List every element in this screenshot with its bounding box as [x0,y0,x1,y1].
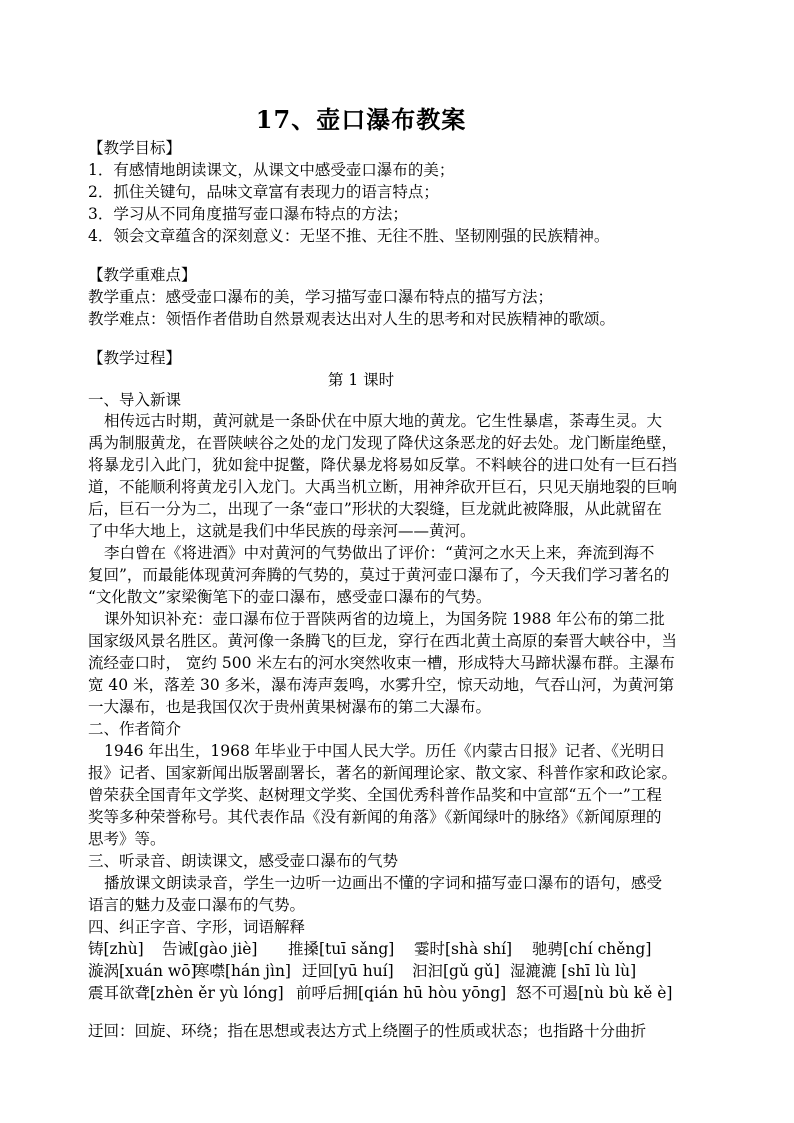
paragraph-line: 语言的魅力及壶口瀑布的气势。 [88,896,306,914]
paragraph-line: 1946 年出生，1968 年毕业于中国人民大学。历任《内蒙古日报》记者、《光明日 [104,742,666,760]
paragraph-line: 课外知识补充：壶口瀑布位于晋陕两省的边境上，为国务院 1988 年公布的第二批 [104,610,665,628]
objective-item: 2．抓住关键句，品味文章富有表现力的语言特点； [88,183,439,201]
paragraph-line: 复回”，而最能体现黄河奔腾的气势的，莫过于黄河壶口瀑布了，今天我们学习著名的 [88,566,670,584]
vocab-item: 寒噤[hán jìn] [194,962,291,980]
definition-line: 迂回：回旋、环绕；指在思想或表达方式上绕圈子的性质或状态；也指路十分曲折 [88,1022,647,1040]
vocab-item: 怒不可遏[nù bù kě è] [516,984,673,1002]
vocab-item: 前呼后拥[qián hū hòu yōng] [296,984,507,1002]
objectives-heading: 【教学目标】 [88,139,182,157]
section-title: 四、纠正字音、字形，词语解释 [88,918,306,936]
page-title: 17、壶口瀑布教案 [255,105,467,134]
section-title: 三、听录音、朗读课文，感受壶口瀑布的气势 [88,852,399,870]
paragraph-line: 禹为制服黄龙，在晋陕峡谷之处的龙门发现了降伏这条恶龙的好去处。龙门断崖绝壁， [88,434,678,452]
vocab-item: 推搡[tuī sǎng] [288,940,395,958]
objective-item: 4．领会文章蕴含的深刻意义：无坚不推、无往不胜、坚韧刚强的民族精神。 [88,227,610,245]
paragraph-line: 一大瀑布，也是我国仅次于贵州黄果树瀑布的第二大瀑布。 [88,698,492,716]
paragraph-line: 宽 40 米，落差 30 多米，瀑布涛声轰鸣，水雾升空，惊天动地，气吞山河，为黄河第 [88,676,675,694]
vocab-item: 汩汩[gǔ gǔ] [412,962,500,980]
paragraph-line: 曾荣获全国青年文学奖、赵树理文学奖、全国优秀科普作品奖和中宣部“五个一”工程 [88,786,662,804]
paragraph-line: 报》记者、国家新闻出版署副署长，著名的新闻理论家、散文家、科普作家和政论家。 [88,764,678,782]
key-point-difficulty: 教学难点：领悟作者借助自然景观表达出对人生的思考和对民族精神的歌颂。 [88,310,616,328]
process-heading: 【教学过程】 [88,349,182,367]
vocab-item: 告诫[gào jiè] [162,940,258,958]
session-label: 第 1 课时 [327,371,395,389]
paragraph-line: 后，巨石一分为二，出现了一条“壶口”形状的大裂缝，巨龙就此被降服，从此就留在 [88,500,662,518]
paragraph-line: “文化散文”家梁衡笔下的壶口瀑布，感受壶口瀑布的气势。 [88,588,492,606]
paragraph-line: 思考》等。 [88,830,166,848]
paragraph-line: 流经壶口时， 宽约 500 米左右的河水突然收束一槽，形成特大马蹄状瀑布群。主瀑布 [88,654,675,672]
vocab-item: 震耳欲聋[zhèn ěr yù lóng] [88,984,284,1002]
paragraph-line: 播放课文朗读录音，学生一边听一边画出不懂的字词和描写壶口瀑布的语句，感受 [104,874,663,892]
paragraph-line: 国家级风景名胜区。黄河像一条腾飞的巨龙，穿行在西北黄土高原的秦晋大峡谷中，当 [88,632,678,650]
vocab-item: 驰骋[chí chěng] [532,940,652,958]
paragraph-line: 李白曾在《将进酒》中对黄河的气势做出了评价：“黄河之水天上来，奔流到海不 [104,544,655,562]
vocab-item: 迂回[yū huí] [302,962,394,980]
paragraph-line: 道，不能顺利将黄龙引入龙门。大禹当机立断，用神斧砍开巨石，只见天崩地裂的巨响 [88,478,678,496]
paragraph-line: 相传远古时期，黄河就是一条卧伏在中原大地的黄龙。它生性暴虐，荼毒生灵。大 [104,412,663,430]
section-title: 一、导入新课 [88,391,182,409]
section-title: 二、作者简介 [88,720,182,738]
paragraph-line: 了中华大地上，这就是我们中华民族的母亲河——黄河。 [88,522,476,540]
vocab-item: 霎时[shà shí] [414,940,513,958]
key-points-heading: 【教学重难点】 [88,266,197,284]
objective-item: 1．有感情地朗读课文，从课文中感受壶口瀑布的美； [88,161,455,179]
key-point-focus: 教学重点：感受壶口瀑布的美，学习描写壶口瀑布特点的描写方法； [88,288,554,306]
vocab-item: 漩涡[xuán wō] [88,962,197,980]
objective-item: 3．学习从不同角度描写壶口瀑布特点的方法； [88,205,408,223]
paragraph-line: 将暴龙引入此门，犹如瓮中捉鳖，降伏暴龙将易如反掌。不料峡谷的进口处有一巨石挡 [88,456,678,474]
vocab-item: 铸[zhù] [88,940,144,958]
paragraph-line: 奖等多种荣誉称号。其代表作品《没有新闻的角落》《新闻绿叶的脉络》《新闻原理的 [88,808,662,826]
vocab-item: 湿漉漉 [shī lù lù] [510,962,637,980]
